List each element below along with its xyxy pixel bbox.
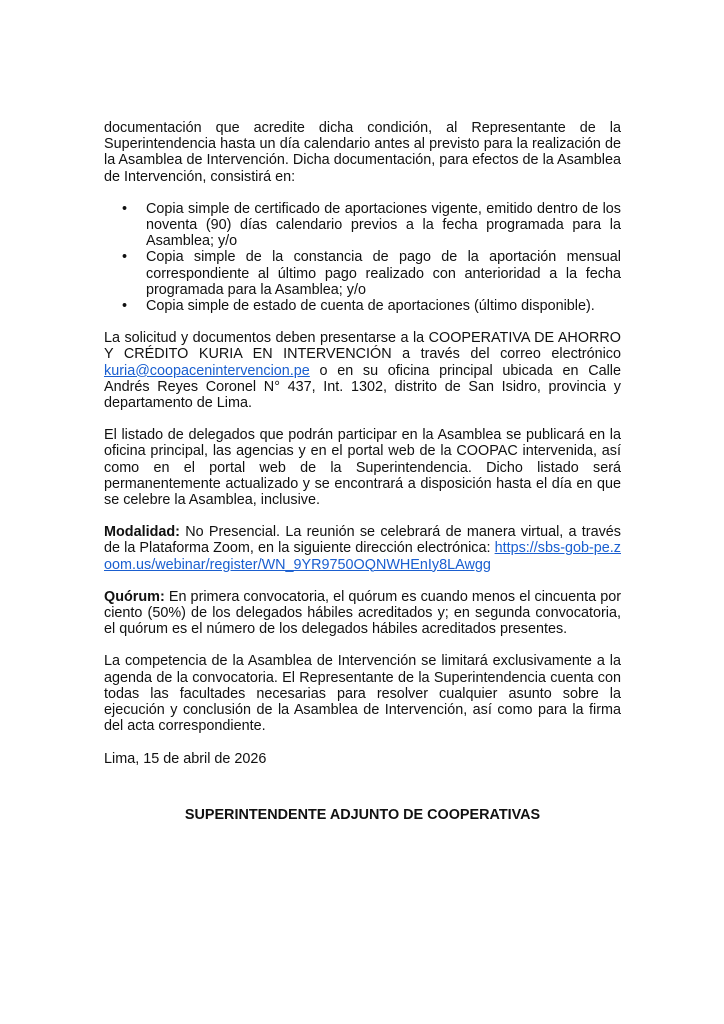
competencia-paragraph: La competencia de la Asamblea de Intervención se limitará exclusivamente a la agenda de la convocatoria. El Representante de la Superintendencia cuenta con todas las facultades necesarias para resolver cualquier asunto sobre la ejecución y conclusión de la Asamblea de Intervención, así como para la firma del acta correspondiente. xyxy=(104,653,621,735)
solicitud-text-before: La solicitud y documentos deben presentarse a la COOPERATIVA DE AHORRO Y CRÉDITO KURIA EN INTERVENCIÓN a través del correo electrónico xyxy=(104,330,621,363)
list-item xyxy=(122,249,621,298)
list-item-text: Copia simple de estado de cuenta de aportaciones (último disponible). xyxy=(146,298,595,315)
list-item xyxy=(122,200,621,250)
modalidad-paragraph xyxy=(104,524,621,573)
email-link[interactable]: kuria@coopacenintervencion.pe xyxy=(104,362,310,379)
quorum-paragraph xyxy=(104,589,621,638)
bullet-icon: • xyxy=(122,249,128,266)
modalidad-label: Modalidad: xyxy=(104,524,180,541)
bullet-icon: • xyxy=(122,200,128,217)
list-item-text: Copia simple de la constancia de pago de la aportación mensual correspondiente al último pago realizado con anterioridad a la fecha programada para la Asamblea; y/o xyxy=(146,249,621,298)
quorum-text: En primera convocatoria, el quórum es cuando menos el cincuenta por ciento (50%) de los delegados hábiles acreditados y; en segunda convocatoria, el quórum es el número de los delegados hábiles acreditados presentes. xyxy=(104,588,621,638)
list-item xyxy=(122,298,621,315)
listado-paragraph: El listado de delegados que podrán participar en la Asamblea se publicará en la oficina principal, las agencias y en el portal web de la COOPAC intervenida, así como en el portal web de la Superintendencia. Dicho listado será permanentemente actualizado y se encontrará a disposición hasta el día en que se celebre la Asamblea, inclusive. xyxy=(104,427,621,509)
bullet-icon: • xyxy=(122,298,128,315)
modalidad-text: No Presencial. La reunión se celebrará de manera virtual, a través de la Plataforma Zoom, en la siguiente dirección electrónica: xyxy=(104,524,621,557)
quorum-label: Quórum: xyxy=(104,588,165,605)
list-item-text: Copia simple de certificado de aportaciones vigente, emitido dentro de los noventa (90) días calendario previos a la fecha programada para la Asamblea; y/o xyxy=(146,200,621,250)
date-line: Lima, 15 de abril de 2026 xyxy=(104,750,267,767)
requirements-list xyxy=(104,201,621,314)
intro-paragraph: documentación que acredite dicha condición, al Representante de la Superintendencia hasta un día calendario antes al previsto para la realización de la Asamblea de Intervención. Dicha documentación, para efectos de la Asamblea de Intervención, consistirá en: xyxy=(104,120,621,185)
solicitud-paragraph xyxy=(104,330,621,411)
signature-title: SUPERINTENDENTE ADJUNTO DE COOPERATIVAS xyxy=(184,806,541,823)
zoom-link[interactable]: https://sbs-gob-pe.zoom.us/webinar/register/WN_9YR9750OQNWHEnIy8LAwgg xyxy=(104,540,621,573)
solicitud-text-after: o en su oficina principal ubicada en Calle Andrés Reyes Coronel N° 437, Int. 1302, distrito de San Isidro, provincia y departamento de Lima. xyxy=(104,362,621,412)
